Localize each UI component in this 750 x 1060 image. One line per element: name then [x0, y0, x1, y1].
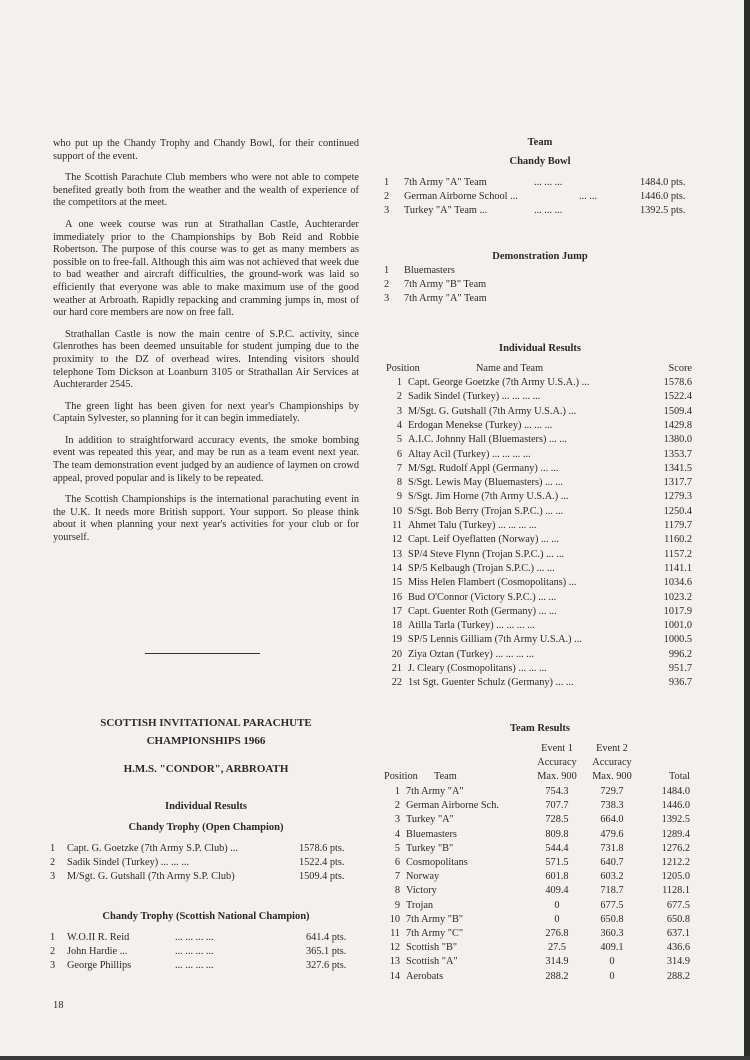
score-cell: 1160.2 [664, 534, 692, 546]
name-cell: M/Sgt. G. Gutshall (7th Army U.S.A.) ... [408, 405, 577, 417]
score-cell: 936.7 [668, 677, 692, 689]
table-header: Position Team Max. 900 Max. 900 Total [384, 771, 690, 782]
score-cell: 1023.2 [663, 591, 692, 603]
event2-cell: 0 [609, 956, 615, 968]
team-cell: 7th Army "B" [406, 913, 464, 925]
event2-cell: 718.7 [600, 885, 624, 897]
total-cell: 288.2 [666, 970, 690, 982]
event2-cell: 640.7 [600, 857, 624, 868]
position-cell: 1 [394, 786, 400, 797]
position-cell: 14 [391, 562, 402, 574]
position-cell: 3 [396, 405, 402, 417]
name-cell: Ahmet Talu (Turkey) ... ... ... ... [408, 520, 537, 531]
score-cell: 1250.4 [663, 505, 692, 517]
table-row [386, 562, 692, 575]
table-header: Event 1 Event 2 [541, 743, 628, 754]
total-cell: 650.8 [666, 913, 690, 925]
table-row [384, 970, 690, 983]
table-row [384, 927, 690, 940]
position-cell: 6 [396, 448, 402, 460]
event1-cell: 0 [554, 899, 560, 911]
position-cell: 22 [391, 677, 402, 689]
name-cell: SP/5 Kelbaugh (Trojan S.P.C.) ... ... [408, 562, 555, 574]
score-cell: 1141.1 [664, 562, 692, 574]
name-cell: Ziya Oztan (Turkey) ... ... ... ... [408, 648, 535, 660]
table-row [386, 448, 692, 461]
name-cell: Bud O'Connor (Victory S.P.C.) ... ... [408, 591, 557, 603]
table-row [386, 476, 692, 489]
table-row [384, 856, 690, 869]
name-cell: Capt. Guenter Roth (Germany) ... ... [408, 605, 557, 617]
position-cell: 18 [391, 620, 402, 632]
event1-cell: 409.4 [545, 885, 569, 897]
score-cell: 1179.7 [664, 520, 692, 531]
event1-cell: 707.7 [545, 800, 569, 812]
name-cell: 1st Sgt. Guenter Schulz (Germany) ... ... [408, 677, 574, 689]
event2-cell: 0 [609, 970, 615, 982]
event2-cell: 360.3 [600, 928, 624, 939]
score-cell: 1001.0 [663, 620, 692, 632]
score-cell: 1279.3 [663, 491, 692, 503]
name-cell: J. Cleary (Cosmopolitans) ... ... ... [408, 663, 547, 674]
team-heading: Team [527, 137, 553, 148]
position-cell: 6 [394, 857, 400, 868]
name-cell: A.I.C. Johnny Hall (Bluemasters) ... ... [408, 434, 568, 446]
table-row [386, 648, 692, 661]
event2-cell: 650.8 [600, 913, 624, 925]
table-row [386, 548, 692, 561]
table-row [386, 605, 692, 618]
name-cell: S/Sgt. Lewis May (Bluemasters) ... ... [408, 477, 564, 489]
event1-cell: 276.8 [545, 928, 569, 939]
name-cell: Sadik Sindel (Turkey) ... ... ... ... [408, 391, 541, 403]
table-row [386, 433, 692, 446]
score-cell: 1017.9 [663, 605, 692, 617]
table-row [386, 519, 692, 532]
score-cell: 1034.6 [663, 577, 692, 589]
total-cell: 1289.4 [661, 828, 690, 840]
total-cell: 677.5 [666, 899, 690, 911]
table-row [384, 828, 690, 841]
team-cell: 7th Army "A" [406, 786, 464, 797]
position-cell: 17 [391, 605, 402, 617]
name-cell: SP/5 Lennis Gilliam (7th Army U.S.A.) ... [408, 634, 582, 646]
table-row [384, 884, 690, 897]
score-cell: 1341.5 [663, 462, 692, 474]
event1-cell: 288.2 [545, 970, 569, 982]
team-cell: Scottish "A" [406, 956, 458, 968]
name-cell: Altay Acil (Turkey) ... ... ... ... [408, 448, 531, 460]
team-cell: Scottish "B" [406, 942, 458, 954]
position-cell: 8 [396, 477, 402, 489]
position-cell: 13 [391, 548, 402, 560]
score-cell: 1157.2 [664, 548, 692, 560]
total-cell: 1392.5 [661, 814, 690, 826]
name-cell: Capt. George Goetzke (7th Army U.S.A.) ... [408, 377, 590, 388]
table-row [384, 785, 690, 798]
position-cell: 14 [389, 970, 400, 982]
score-cell: 1353.7 [663, 448, 692, 460]
table-header: Position Name and Team Score [386, 363, 692, 374]
event2-cell: 731.8 [600, 842, 624, 854]
name-cell: Erdogan Menekse (Turkey) ... ... ... [408, 419, 553, 431]
team-cell: Trojan [406, 899, 434, 911]
table-row [386, 576, 692, 589]
position-cell: 4 [394, 828, 400, 840]
total-cell: 1205.0 [661, 871, 690, 883]
name-cell: Capt. Leif Oyeflatten (Norway) ... ... [408, 534, 559, 546]
event2-cell: 479.6 [600, 828, 624, 840]
team-cell: Turkey "B" [406, 842, 454, 854]
table-row [384, 913, 690, 926]
table-row [384, 941, 690, 954]
score-cell: 1522.4 [663, 391, 692, 403]
event1-cell: 571.5 [545, 857, 569, 868]
position-cell: 11 [392, 520, 402, 531]
event1-cell: 809.8 [545, 828, 569, 840]
table-header: Accuracy Accuracy [537, 757, 632, 768]
score-cell: 1000.5 [663, 634, 692, 646]
name-cell: M/Sgt. Rudolf Appl (Germany) ... ... [408, 462, 559, 474]
table-row [386, 591, 692, 604]
team-results-title: Team Results [510, 723, 570, 734]
total-cell: 637.1 [666, 928, 690, 939]
position-cell: 16 [391, 591, 402, 603]
table-row [384, 899, 690, 912]
paragraph: The green light has been given for next year's Championships by Captain Sylvester, so planning for it can begin immediately. [53, 400, 359, 425]
event1-cell: 601.8 [545, 871, 569, 883]
table-row [386, 662, 692, 675]
total-cell: 1484.0 [661, 786, 690, 797]
individual-results-subtitle: Individual Results [165, 801, 247, 812]
championship-title-line1: SCOTTISH INVITATIONAL PARACHUTE [100, 717, 312, 729]
page-number: 18 [53, 1000, 64, 1011]
score-cell: 1317.7 [663, 477, 692, 489]
demonstration-jump-title: Demonstration Jump [492, 251, 588, 262]
team-cell: German Airborne Sch. [406, 800, 499, 812]
table-row [386, 376, 692, 389]
position-cell: 8 [394, 885, 400, 897]
position-cell: 12 [389, 942, 400, 954]
paragraph: A one week course was run at Strathallan Castle, Auchterarder immediately prior to the Championships by Bob Reid and Robbie Robertson. The purpose of this course was to get as many members as possible on to free-fall. Although this aim was not achieved that week due to bad weather and aircraft difficulties, the ground-work was laid so efficiently that everyone was able to make maximum use of the good weather at Arbroath. Rapidly repacking and cramming jumps in, most of our hard core members are now on free fall. [53, 218, 359, 319]
table-row [386, 633, 692, 646]
table-row [384, 842, 690, 855]
event1-cell: 754.3 [545, 786, 569, 797]
team-cell: Turkey "A" [406, 814, 454, 826]
name-cell: Atilla Tarla (Turkey) ... ... ... ... [408, 620, 535, 632]
total-cell: 1446.0 [661, 800, 690, 812]
position-cell: 7 [394, 871, 400, 883]
position-cell: 21 [391, 663, 402, 674]
total-cell: 1128.1 [662, 885, 690, 897]
position-cell: 13 [389, 956, 400, 968]
position-cell: 7 [396, 462, 402, 474]
team-cell: Norway [406, 871, 440, 883]
paragraph: The Scottish Parachute Club members who were not able to compete benefited greatly both from the weather and the wealth of experience of the competitors at the meet. [53, 172, 359, 209]
score-cell: 996.2 [668, 648, 692, 660]
position-cell: 20 [391, 648, 402, 660]
table-row [384, 799, 690, 812]
total-cell: 314.9 [666, 956, 690, 968]
individual-results-title: Individual Results [499, 343, 581, 354]
position-cell: 9 [394, 899, 400, 911]
position-cell: 10 [391, 505, 402, 517]
name-cell: S/Sgt. Bob Berry (Trojan S.P.C.) ... ... [408, 505, 564, 517]
chandy-bowl-title: Chandy Bowl [509, 156, 571, 167]
table-row [386, 676, 692, 689]
table-row [386, 419, 692, 432]
total-cell: 1212.2 [661, 857, 690, 868]
event2-cell: 603.2 [600, 871, 624, 883]
event1-cell: 728.5 [545, 814, 569, 826]
position-cell: 15 [391, 577, 402, 589]
score-cell: 1429.8 [663, 419, 692, 431]
article-text [53, 138, 359, 554]
position-cell: 11 [390, 928, 400, 939]
national-champion-title: Chandy Trophy (Scottish National Champion) [102, 911, 310, 922]
position-cell: 12 [391, 534, 402, 546]
event1-cell: 544.4 [545, 842, 569, 854]
team-cell: Aerobats [406, 970, 444, 982]
table-row [384, 955, 690, 968]
event1-cell: 314.9 [545, 956, 569, 968]
event2-cell: 409.1 [600, 942, 624, 954]
score-cell: 1578.6 [663, 377, 692, 388]
team-cell: Cosmopolitans [406, 857, 468, 868]
position-cell: 10 [389, 913, 400, 925]
position-cell: 4 [396, 419, 402, 431]
event2-cell: 729.7 [600, 786, 624, 797]
table-row [386, 533, 692, 546]
page-edge-shadow [744, 0, 750, 1060]
paragraph: Strathallan Castle is now the main centre of S.P.C. activity, since Glenrothes has been deemed unsuitable for student jumping due to the proximity to the DZ of overhead wires. Intending visitors should telephone Tom Dickson at Loanburn 3105 or Strathallan Air Services at Auchterarder 2545. [53, 328, 359, 391]
position-cell: 19 [391, 634, 402, 646]
paragraph: The Scottish Championships is the international parachuting event in the U.K. It needs more British support. Your support. So please think about it when planning your next year's activities for your club or for yourself. [53, 494, 359, 544]
position-cell: 2 [394, 800, 400, 812]
open-champion-title: Chandy Trophy (Open Champion) [128, 822, 284, 833]
table-row [386, 462, 692, 475]
table-row [386, 505, 692, 518]
event2-cell: 664.0 [600, 814, 624, 826]
position-cell: 1 [396, 377, 402, 388]
paragraph: who put up the Chandy Trophy and Chandy Bowl, for their continued support of the event. [53, 138, 359, 162]
magazine-page: who put up the Chandy Trophy and Chandy Bowl, for their continued support of the event. The Scottish Parachute Club members who were not able to compete benefited greatly both from the weather and the wealth of experience of the competitors at the meet. A one week course was run at Strathallan Castle, Auchterarder immediately prior to the Championships by Bob Reid and Robbie Robertson. The purpose of this course was to get as many members as possible on to free-fall. Although this aim was not achieved that week due to bad weather and aircraft difficulties, the ground-work was laid so efficiently that everyone was able to make maximum use of the good weather at Arbroath. Rapidly repacking and cramming jumps in, most of our hard core members are now on free fall. Strathallan Castle is now the main centre of S.P.C. activity, since Glenrothes has been deemed unsuitable for student jumping due to the proximity to the DZ of overhead wires. Intending visitors should telephone Tom Dickson at Loanburn 3105 or Strathallan Air Services at Auchterarder 2545. The green light has been given for next year's Championships by Captain Sylvester, so planning for it can begin immediately. In addition to straightforward accuracy events, the smoke bombing event was repeated this year, and may be run as a team event next year. The team demonstration event judged by an audience of laymen on crowd appeal, proved popular and is likely to be repeated. The Scottish Championships is the international parachuting event in the U.K. It needs more British support. Your support. So please think about it when planning your next year's activities for your club or for yourself. Team Chandy Bowl 1 7th Army "A" Team ... ... ... 1484.0 pts. 2 German Airborne School ... ... ... 1446.0 pts. 3 Turkey "A" Team ... ... ... ... 1392.5 pts. Demonstration Jump 1 Bluemasters 2 7th Army "B" Team 3 7th Army "A" Team Individual Results Position Name and Team Score 1 Capt. George Goetzke (7th Army U.S.A.) ... 1578.6 2 Sadik Sindel (Turkey) ... ... ... ... 1522.4 3 M/Sgt. G. Gutshall (7th Army U.S.A.) ... 1509.4 4 Erdogan Menekse (Turkey) ... ... ... 1429.8 5 A.I.C. Johnny Hall (Bluemasters) ... ... 1380.0 6 Altay Acil (Turkey) ... ... ... ... 1353.7 7 M/Sgt. Rudolf Appl (Germany) ... ... 1341.5 8 S/Sgt. Lewis May (Bluemasters) ... ... 1317.7 9 S/Sgt. Jim Horne (7th Army U.S.A.) ... 1279.3 10 S/Sgt. Bob Berry (Trojan S.P.C.) ... ... 1250.4 11 Ahmet Talu (Turkey) ... ... ... ... 1179.7 12 Capt. Leif Oyeflatten (Norway) ... ... 1160.2 13 SP/4 Steve Flynn (Trojan S.P.C.) ... ... 1157.2 14 SP/5 Kelbaugh (Trojan S.P.C.) ... ... 1141.1 15 Miss Helen Flambert (Cosmopolitans) ... 1034.6 16 Bud O'Connor (Victory S.P.C.) ... ... 1023.2 17 Capt. Guenter Roth (Germany) ... ... 1017.9 18 Atilla Tarla (Turkey) ... ... ... ... 1001.0 19 SP/5 Lennis Gilliam (7th Army U.S.A.) ... 1000.5 20 Ziya Oztan (Turkey) ... ... ... ... 996.2 21 J. Cleary (Cosmopolitans) ... ... ... 951.7 22 1st Sgt. Guenter Schulz (Germany) ... ... 936.7 SCOTTISH INVITATIONAL PARACHUTE CHAMPIONSHIPS 1966 H.M.S. "CONDOR", ARBROATH Individual Results Chandy Trophy (Open Champion) 1 Capt. G. Goetzke (7th Army S.P. Club) ... 1578.6 pts. 2 Sadik Sindel (Turkey) ... ... ... 1522.4 pts. 3 M/Sgt. G. Gutshall (7th Army S.P. Club) 1509.4 pts. Chandy Trophy (Scottish National Champion) 1 W.O.II R. Reid ... ... ... ... 641.4 pts. 2 John Hardie ... ... ... ... ... 365.1 pts. 3 George Phillips ... ... ... ... 327.6 pts. Team Results Event 1 Event 2 Accuracy Accuracy Position Team Max. 900 Max. 900 Total 1 7th Army "A" 754.3 729.7 1484.0 2 German Airborne Sch. 707.7 738.3 1446.0 3 Turkey "A" 728.5 664.0 1392.5 4 Bluemasters 809.8 479.6 1289.4 5 Turkey "B" 544.4 731.8 1276.2 6 Cosmopolitans 571.5 640.7 1212.2 7 Norway 601.8 603.2 1205.0 8 Victory 409.4 718.7 1128.1 9 Trojan 0 677.5 677.5 10 7th Army "B" 0 650.8 650.8 11 7th Army "C" 276.8 360.3 637.1 12 Scottish "B" 27.5 409.1 436.6 13 Scottish "A" 314.9 0 314.9 14 Aerobats 288.2 0 288.2 18 [0, 0, 750, 1060]
venue-title: H.M.S. "CONDOR", ARBROATH [123, 763, 289, 775]
table-row [386, 390, 692, 403]
paragraph: In addition to straightforward accuracy events, the smoke bombing event was repeated this year, and may be run as a team event next year. The team demonstration event judged by an audience of laymen on crowd appeal, proved popular and is likely to be repeated. [53, 434, 359, 484]
name-cell: SP/4 Steve Flynn (Trojan S.P.C.) ... ... [408, 548, 565, 560]
score-cell: 1380.0 [663, 434, 692, 446]
event1-cell: 0 [554, 913, 560, 925]
position-cell: 5 [394, 842, 400, 854]
score-cell: 951.7 [668, 663, 692, 674]
total-cell: 1276.2 [661, 842, 690, 854]
section-divider [145, 653, 260, 654]
team-cell: 7th Army "C" [406, 928, 464, 939]
table-row [386, 619, 692, 632]
total-cell: 436.6 [666, 942, 690, 954]
position-cell: 9 [396, 491, 402, 503]
table-row [384, 813, 690, 826]
name-cell: Miss Helen Flambert (Cosmopolitans) ... [408, 577, 577, 589]
page-edge-shadow [0, 1056, 750, 1060]
team-cell: Bluemasters [406, 828, 457, 840]
score-cell: 1509.4 [663, 405, 692, 417]
name-cell: S/Sgt. Jim Horne (7th Army U.S.A.) ... [408, 491, 569, 503]
position-cell: 2 [396, 391, 402, 403]
position-cell: 3 [394, 814, 400, 826]
championship-title-line2: CHAMPIONSHIPS 1966 [146, 735, 266, 747]
table-row [384, 870, 690, 883]
position-cell: 5 [396, 434, 402, 446]
event2-cell: 677.5 [600, 899, 624, 911]
team-cell: Victory [406, 885, 437, 897]
event2-cell: 738.3 [600, 800, 624, 812]
table-row [386, 490, 692, 503]
event1-cell: 27.5 [547, 942, 567, 954]
table-row [386, 405, 692, 418]
